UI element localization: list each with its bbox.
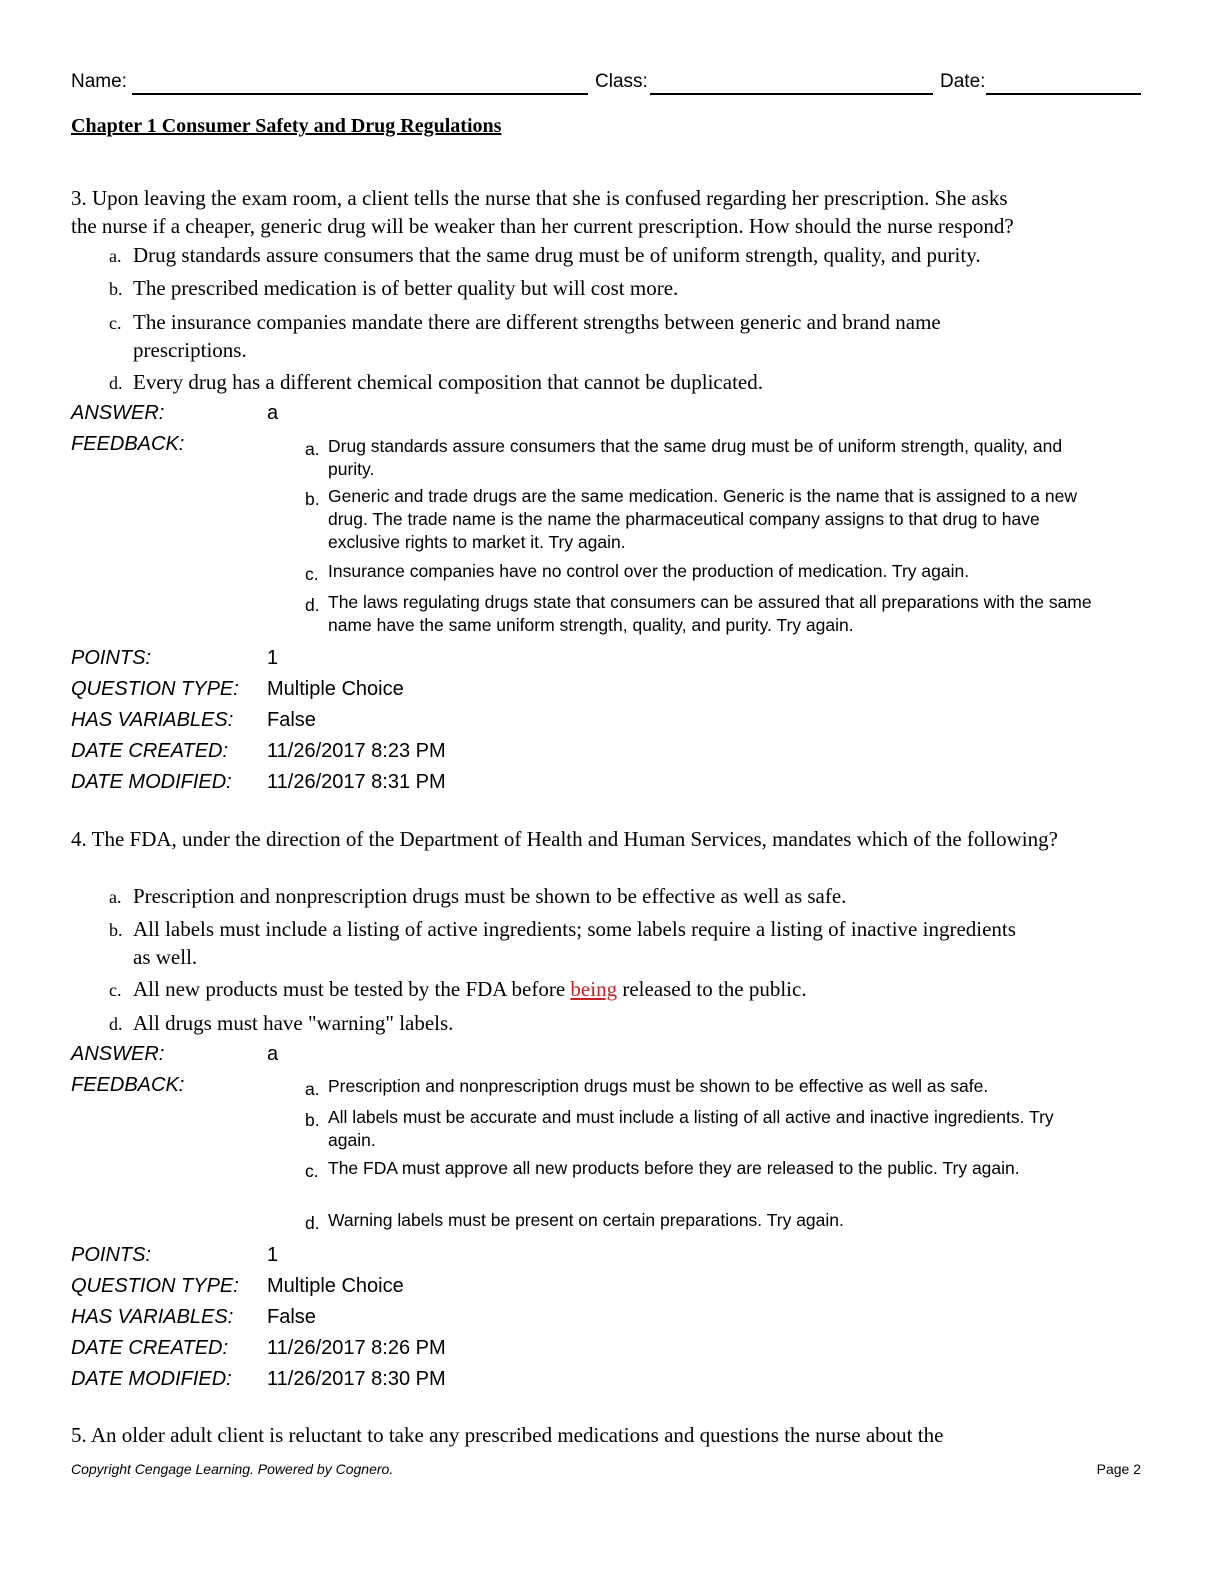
q4-feedback-d <box>305 1209 1105 1235</box>
q4-choice-a <box>109 882 1119 911</box>
date-blank-line <box>986 93 1141 95</box>
q3-question-type-value: Multiple Choice <box>267 678 404 700</box>
choice-letter: a. <box>109 887 122 907</box>
q3-choice-c <box>109 308 1059 364</box>
q3-feedback-d <box>305 591 1105 637</box>
q3-feedback-a <box>305 435 1105 481</box>
feedback-text: Insurance companies have no control over the production of medication. Try again. <box>328 561 970 581</box>
choice-text: Prescription and nonprescription drugs must be shown to be effective as well as safe. <box>133 884 847 908</box>
q3-choice-a <box>109 241 1119 270</box>
feedback-letter: a. <box>305 1079 320 1099</box>
q3-date-modified-label: DATE MODIFIED: <box>71 771 232 793</box>
q4-date-created-value: 11/26/2017 8:26 PM <box>267 1337 446 1359</box>
q3-feedback-b <box>305 485 1105 554</box>
q3-answer-value: a <box>267 402 279 424</box>
name-label: Name: <box>71 71 127 92</box>
question-3-stem-line-2: the nurse if a cheaper, generic drug will be weaker than her current prescription. How should the nurse respond? <box>71 214 1014 238</box>
feedback-letter: a. <box>305 439 320 459</box>
feedback-text: The FDA must approve all new products before they are released to the public. Try again. <box>328 1158 1020 1178</box>
date-label: Date: <box>940 71 986 92</box>
question-3-stem <box>71 184 1151 240</box>
q4-feedback-a <box>305 1075 1105 1101</box>
choice-text: Drug standards assure consumers that the same drug must be of uniform strength, quality, and purity. <box>133 243 981 267</box>
choice-text: Every drug has a different chemical composition that cannot be duplicated. <box>133 370 763 394</box>
choice-text-before: All new products must be tested by the FDA before <box>133 977 571 1001</box>
class-label: Class: <box>595 71 648 92</box>
q4-has-variables-label: HAS VARIABLES: <box>71 1306 234 1328</box>
q3-points-label: POINTS: <box>71 647 152 669</box>
q3-has-variables-label: HAS VARIABLES: <box>71 709 234 731</box>
choice-letter: a. <box>109 246 122 266</box>
being-link[interactable]: being <box>570 977 618 1001</box>
q4-choice-c <box>109 975 1119 1004</box>
feedback-text: All labels must be accurate and must include a listing of all active and inactive ingredients. Try again. <box>328 1107 1054 1150</box>
q3-date-created-label: DATE CREATED: <box>71 740 229 762</box>
q4-has-variables-value: False <box>267 1306 316 1328</box>
q3-date-modified-value: 11/26/2017 8:31 PM <box>267 771 446 793</box>
choice-letter: c. <box>109 980 122 1000</box>
class-blank-line <box>650 93 933 95</box>
choice-text: The insurance companies mandate there are different strengths between generic and brand name prescriptions. <box>133 310 941 362</box>
q3-feedback-c <box>305 560 1105 586</box>
q4-question-type-value: Multiple Choice <box>267 1275 404 1297</box>
q3-choice-d <box>109 368 1119 397</box>
name-blank-line <box>132 93 588 95</box>
q3-date-created-value: 11/26/2017 8:23 PM <box>267 740 446 762</box>
q3-answer-label: ANSWER: <box>71 402 165 424</box>
q4-question-type-label: QUESTION TYPE: <box>71 1275 239 1297</box>
q4-feedback-label: FEEDBACK: <box>71 1074 185 1096</box>
q4-date-modified-value: 11/26/2017 8:30 PM <box>267 1368 446 1390</box>
feedback-letter: c. <box>305 1161 319 1181</box>
q3-question-type-label: QUESTION TYPE: <box>71 678 239 700</box>
q4-date-created-label: DATE CREATED: <box>71 1337 229 1359</box>
choice-letter: b. <box>109 920 123 940</box>
q4-points-value: 1 <box>267 1244 279 1266</box>
question-5-stem: 5. An older adult client is reluctant to take any prescribed medications and questions the nurse about the <box>71 1423 944 1447</box>
choice-text: All drugs must have "warning" labels. <box>133 1011 454 1035</box>
choice-text <box>133 975 1093 1003</box>
q4-answer-value: a <box>267 1043 279 1065</box>
feedback-letter: d. <box>305 595 320 615</box>
question-4-stem: 4. The FDA, under the direction of the Department of Health and Human Services, mandates which of the following? <box>71 827 1058 851</box>
q4-date-modified-label: DATE MODIFIED: <box>71 1368 232 1390</box>
choice-text-after: released to the public. <box>617 977 807 1001</box>
choice-text: The prescribed medication is of better quality but will cost more. <box>133 276 679 300</box>
feedback-letter: b. <box>305 489 320 509</box>
q4-answer-label: ANSWER: <box>71 1043 165 1065</box>
feedback-text: Drug standards assure consumers that the same drug must be of uniform strength, quality, and purity. <box>328 436 1063 479</box>
choice-text: All labels must include a listing of active ingredients; some labels require a listing of inactive ingredients as well. <box>133 917 1016 969</box>
footer-page-number: Page 2 <box>1096 1461 1141 1477</box>
q3-choice-b <box>109 274 1119 303</box>
feedback-letter: c. <box>305 564 319 584</box>
feedback-letter: b. <box>305 1110 320 1130</box>
q3-feedback-label: FEEDBACK: <box>71 433 185 455</box>
chapter-title: Chapter 1 Consumer Safety and Drug Regulations <box>71 115 502 137</box>
feedback-text: Warning labels must be present on certain preparations. Try again. <box>328 1210 844 1230</box>
q4-choice-b <box>109 915 1049 971</box>
choice-letter: d. <box>109 373 123 393</box>
feedback-letter: d. <box>305 1213 320 1233</box>
q4-feedback-b <box>305 1106 1105 1152</box>
footer-copyright: Copyright Cengage Learning. Powered by Cognero. <box>71 1461 394 1477</box>
feedback-text: Generic and trade drugs are the same medication. Generic is the name that is assigned to a new drug. The trade name is the name the pharmaceutical company assigns to that drug to have exclusive rights to market it. Try again. <box>328 486 1078 552</box>
q3-has-variables-value: False <box>267 709 316 731</box>
q3-points-value: 1 <box>267 647 279 669</box>
choice-letter: c. <box>109 313 122 333</box>
feedback-text: Prescription and nonprescription drugs must be shown to be effective as well as safe. <box>328 1076 989 1096</box>
q4-feedback-c <box>305 1157 1105 1183</box>
feedback-text: The laws regulating drugs state that consumers can be assured that all preparations with the same name have the same uniform strength, quality, and purity. Try again. <box>328 592 1092 635</box>
q4-points-label: POINTS: <box>71 1244 152 1266</box>
question-3-stem-line-1: 3. Upon leaving the exam room, a client tells the nurse that she is confused regarding her prescription. She asks <box>71 186 1008 210</box>
q4-choice-d <box>109 1009 1119 1038</box>
choice-letter: d. <box>109 1014 123 1034</box>
choice-letter: b. <box>109 279 123 299</box>
